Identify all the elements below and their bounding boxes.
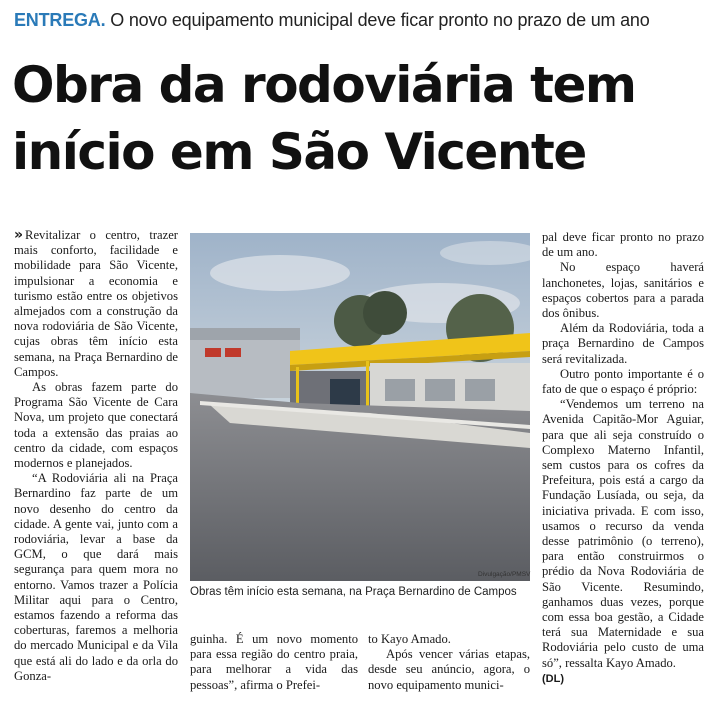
- headline-line-1: Obra da rodoviária tem: [12, 56, 636, 114]
- article-column-2: [190, 632, 358, 693]
- article-paragraph: Além da Rodoviária, toda a praça Bernardino de Campos será revitalizada.: [542, 321, 704, 366]
- article-paragraph: Outro ponto importante é o fato de que o espaço é próprio:: [542, 366, 704, 397]
- kicker: [14, 10, 650, 31]
- kicker-tag: ENTREGA.: [14, 10, 106, 30]
- headline: [12, 52, 702, 186]
- article-paragraph: guinha. É um novo momento para essa região do centro praia, para melhorar a vida das pessoas”, afirma o Prefei-: [190, 632, 358, 692]
- signature: [542, 671, 704, 687]
- article-paragraph: “A Rodoviária ali na Praça Bernardino faz parte de um novo desenho do centro da cidade. A gente vai, junto com a rodoviária, levar a base da GCM, o que dará mais segurança para quem mora no entorno. Vamos trazer a Polícia Militar aqui para o Centro, estamos fazendo a reforma das coberturas, faremos a melhoria do mercado Municipal e da Vila que está ali do lado e da orla do Gonza-: [14, 471, 178, 683]
- article-paragraph: “Vendemos um terreno na Avenida Capitão-Mor Aguiar, para que ali seja construído o Complexo Materno Infantil, sem custos para os cofres da Prefeitura, pois está a cargo da Fundação Lusíada, ou seja, da iniciativa privada. E com isso, usamos o recurso da venda desse patrimônio (o terreno), para então construirmos o prédio da Nova Rodoviária de São Vicente. Resumindo, ganhamos duas vezes, porque com essa boa gestão, a Cidade terá sua Maternidade e sua Rodoviária pelo custo de uma só”, ressalta Kayo Amado.: [542, 397, 704, 670]
- author-signature: (DL): [542, 672, 564, 685]
- photo-credit: Divulgação/PMSV: [478, 571, 531, 578]
- kicker-text: O novo equipamento municipal deve ficar pronto no prazo de um ano: [110, 10, 650, 30]
- article-paragraph: Após vencer várias etapas, desde seu anúncio, agora, o novo equipamento munici-: [368, 647, 530, 692]
- article-paragraph-text: Revitalizar o centro, trazer mais conforto, facilidade e mobilidade para São Vicente, impulsionar a economia e turismo estão entre os objetivos almejados com a construção da nova rodoviária de São Vicente, cujas obras têm início esta semana, na Praça Bernardino de Campos.: [14, 228, 178, 379]
- article-paragraph: to Kayo Amado.: [368, 632, 451, 646]
- article-column-1: [14, 228, 178, 684]
- article-paragraph: [14, 228, 178, 380]
- article-photo: [190, 233, 530, 581]
- article-column-3: [368, 632, 530, 693]
- article-column-4: [542, 230, 704, 687]
- photo-caption: Obras têm início esta semana, na Praça Bernardino de Campos: [190, 586, 517, 598]
- bus-station-rendering-image: [190, 233, 530, 581]
- article-paragraph: As obras fazem parte do Programa São Vicente de Cara Nova, um projeto que conectará toda a extensão das praias ao centro da cidade, com espaços modernos e planejados.: [14, 380, 178, 471]
- article-paragraph: No espaço haverá lanchonetes, lojas, sanitários e espaços cobertos para a parada dos ônibus.: [542, 260, 704, 321]
- lead-arrow-icon: »: [14, 227, 24, 243]
- headline-line-2: início em São Vicente: [12, 123, 586, 181]
- article-paragraph: pal deve ficar pronto no prazo de um ano.: [542, 230, 704, 260]
